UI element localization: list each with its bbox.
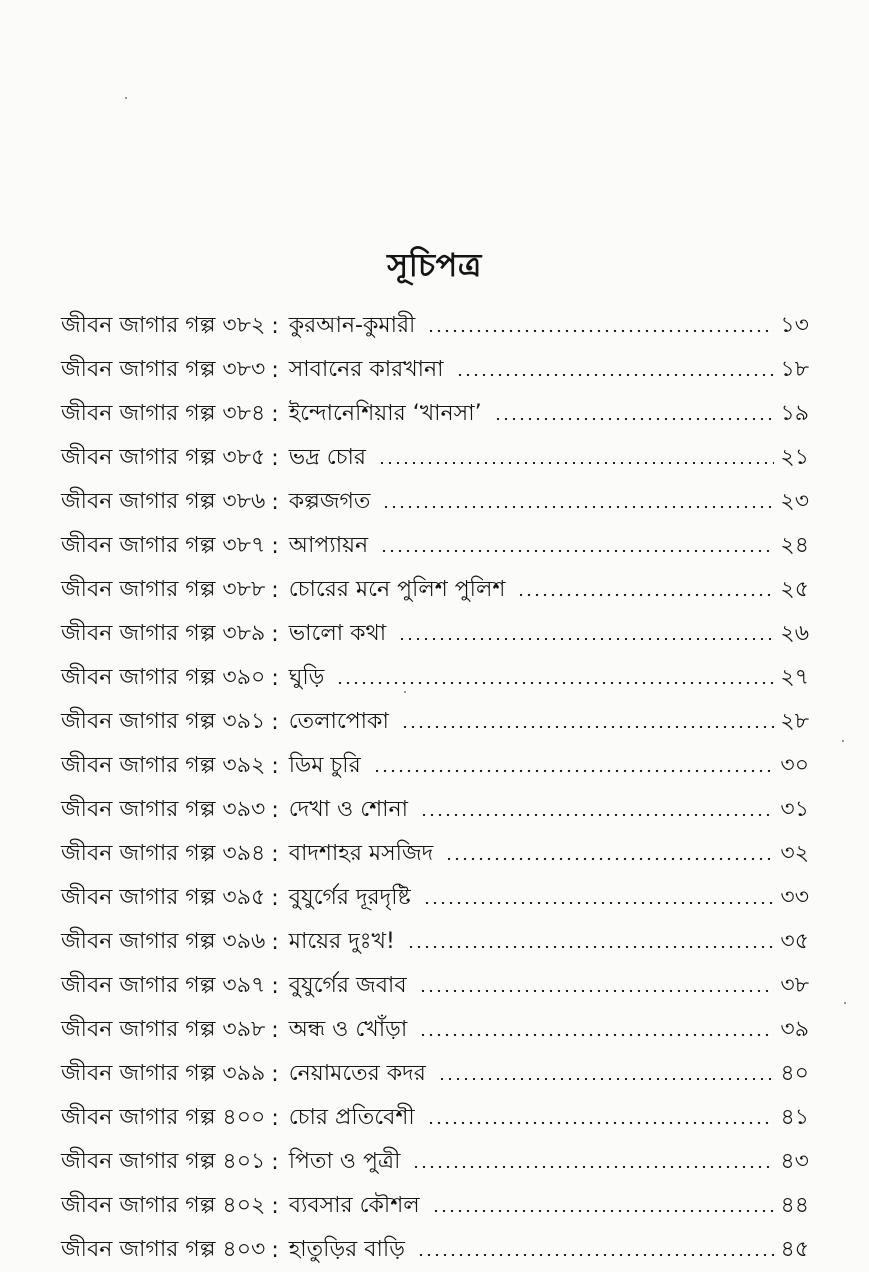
entry-separator: : — [271, 533, 279, 559]
entry-title: সাবানের কারখানা — [288, 356, 444, 382]
entry-page-number: ২৪ — [780, 532, 809, 558]
entry-page-number: ২১ — [780, 444, 809, 470]
entry-separator: : — [271, 1193, 279, 1219]
entry-page-number: ৪৪ — [780, 1192, 809, 1218]
paper-speck — [842, 740, 844, 742]
toc-entry[interactable] — [61, 568, 809, 612]
entry-title: ভদ্র চোর — [288, 444, 366, 470]
toc-entry[interactable] — [61, 392, 809, 436]
entry-prefix: জীবন জাগার গল্প ৩৮২ — [61, 312, 266, 338]
toc-entry[interactable] — [61, 700, 809, 744]
entry-title: কুরআন-কুমারী — [288, 312, 416, 338]
toc-entry[interactable] — [61, 348, 809, 392]
entry-page-number: ৩০ — [780, 752, 809, 778]
entry-page-number: ১৮ — [780, 356, 809, 382]
entry-title: আপ্যায়ন — [288, 532, 369, 558]
dot-leader — [380, 550, 774, 552]
entry-prefix: জীবন জাগার গল্প ৩৮৪ — [61, 400, 266, 426]
entry-page-number: ২৬ — [780, 620, 809, 646]
entry-prefix: জীবন জাগার গল্প ৩৮৫ — [61, 444, 266, 470]
dot-leader — [456, 374, 775, 376]
toc-entry[interactable] — [61, 612, 809, 656]
toc-entry[interactable] — [61, 480, 809, 524]
entry-title: বুযুর্গের দূরদৃষ্টি — [288, 884, 411, 910]
toc-entry[interactable] — [61, 876, 809, 920]
entry-separator: : — [271, 841, 279, 867]
toc-entry[interactable] — [61, 920, 809, 964]
entry-page-number: ১৩ — [780, 312, 809, 338]
dot-leader — [419, 990, 775, 992]
entry-title: ইন্দোনেশিয়ার ‘খানসা’ — [288, 400, 482, 426]
entry-title: মায়ের দুঃখ! — [288, 928, 395, 954]
entry-title: তেলাপোকা — [288, 708, 389, 734]
entry-title: নেয়ামতের কদর — [288, 1060, 426, 1086]
entry-separator: : — [271, 357, 279, 383]
entry-separator: : — [271, 797, 279, 823]
dot-leader — [401, 726, 775, 728]
entry-prefix: জীবন জাগার গল্প ৩৯৮ — [61, 1016, 266, 1042]
entry-prefix: জীবন জাগার গল্প ৩৯২ — [61, 752, 266, 778]
entry-prefix: জীবন জাগার গল্প ৩৮৩ — [61, 356, 266, 382]
entry-separator: : — [271, 401, 279, 427]
entry-title: পিতা ও পুত্রী — [288, 1148, 401, 1174]
dot-leader — [382, 506, 774, 508]
entry-page-number: ২৩ — [780, 488, 809, 514]
dot-leader — [423, 902, 775, 904]
toc-entry[interactable] — [61, 1008, 809, 1052]
toc-entry[interactable] — [61, 832, 809, 876]
entry-page-number: ৩২ — [780, 840, 809, 866]
dot-leader — [407, 946, 775, 948]
entry-page-number: ৪৩ — [780, 1148, 809, 1174]
entry-prefix: জীবন জাগার গল্প ৩৯৩ — [61, 796, 266, 822]
toc-entry[interactable] — [61, 656, 809, 700]
entry-page-number: ২৫ — [780, 576, 809, 602]
entry-page-number: ২৮ — [780, 708, 809, 734]
entry-page-number: ১৯ — [780, 400, 809, 426]
toc-entry[interactable] — [61, 744, 809, 788]
dot-leader — [398, 638, 774, 640]
dot-leader — [412, 1166, 774, 1168]
dot-leader — [427, 1122, 775, 1124]
entry-separator: : — [271, 709, 279, 735]
dot-leader — [419, 1034, 774, 1036]
entry-title: হাতুড়ির বাড়ি — [288, 1236, 405, 1262]
entry-page-number: ৪০ — [780, 1060, 809, 1086]
toc-entry[interactable] — [61, 436, 809, 480]
entry-separator: : — [271, 929, 279, 955]
table-of-contents — [61, 304, 809, 1272]
entry-separator: : — [271, 665, 279, 691]
entry-title: বুযুর্গের জবাব — [288, 972, 407, 998]
entry-page-number: ৪৫ — [780, 1236, 809, 1262]
toc-entry[interactable] — [61, 788, 809, 832]
entry-title: কল্পজগত — [288, 488, 371, 514]
entry-prefix: জীবন জাগার গল্প ৪০৩ — [61, 1236, 266, 1262]
entry-separator: : — [271, 1105, 279, 1131]
entry-title: বাদশাহর মসজিদ — [288, 840, 434, 866]
entry-page-number: ৩৯ — [780, 1016, 809, 1042]
toc-entry[interactable] — [61, 304, 809, 348]
entry-page-number: ২৭ — [780, 664, 809, 690]
paper-speck — [844, 1002, 846, 1004]
entry-prefix: জীবন জাগার গল্প ৩৯০ — [61, 664, 266, 690]
entry-prefix: জীবন জাগার গল্প ৪০০ — [61, 1104, 266, 1130]
entry-title: চোরের মনে পুলিশ পুলিশ — [288, 576, 506, 602]
dot-leader — [417, 1254, 775, 1256]
entry-prefix: জীবন জাগার গল্প ৩৯৯ — [61, 1060, 266, 1086]
entry-separator: : — [271, 1017, 279, 1043]
dot-leader — [438, 1078, 775, 1080]
entry-page-number: ৩৫ — [780, 928, 809, 954]
entry-title: অন্ধ ও খোঁড়া — [288, 1016, 408, 1042]
paper-speck — [125, 97, 127, 99]
entry-separator: : — [271, 621, 279, 647]
toc-entry[interactable] — [61, 964, 809, 1008]
dot-leader — [373, 770, 775, 772]
entry-separator: : — [271, 1149, 279, 1175]
entry-separator: : — [271, 1061, 279, 1087]
entry-prefix: জীবন জাগার গল্প ৩৯৭ — [61, 972, 266, 998]
toc-entry[interactable] — [61, 1140, 809, 1184]
toc-entry[interactable] — [61, 524, 809, 568]
paper-speck — [404, 691, 406, 693]
entry-title: ঘুড়ি — [288, 664, 325, 690]
entry-title: ভালো কথা — [288, 620, 387, 646]
entry-separator: : — [271, 753, 279, 779]
entry-separator: : — [271, 885, 279, 911]
dot-leader — [427, 330, 774, 332]
entry-title: ব্যবসার কৌশল — [288, 1192, 420, 1218]
entry-prefix: জীবন জাগার গল্প ৩৮৬ — [61, 488, 266, 514]
toc-entry[interactable] — [61, 1184, 809, 1228]
entry-title: ডিম চুরি — [288, 752, 361, 778]
entry-prefix: জীবন জাগার গল্প ৩৮৯ — [61, 620, 266, 646]
entry-title: দেখা ও শোনা — [288, 796, 409, 822]
entry-separator: : — [271, 1237, 279, 1263]
toc-entry[interactable] — [61, 1052, 809, 1096]
dot-leader — [336, 682, 774, 684]
entry-separator: : — [271, 445, 279, 471]
page-title: সূচিপত্র — [387, 246, 482, 284]
entry-separator: : — [271, 489, 279, 515]
entry-page-number: ৩১ — [780, 796, 809, 822]
entry-separator: : — [271, 313, 279, 339]
dot-leader — [494, 418, 775, 420]
entry-page-number: ৪১ — [780, 1104, 809, 1130]
dot-leader — [378, 462, 774, 464]
entry-page-number: ৩৮ — [780, 972, 809, 998]
entry-separator: : — [271, 577, 279, 603]
dot-leader — [517, 594, 774, 596]
toc-entry[interactable] — [61, 1096, 809, 1140]
entry-separator: : — [271, 973, 279, 999]
entry-prefix: জীবন জাগার গল্প ৩৮৮ — [61, 576, 266, 602]
dot-leader — [432, 1210, 775, 1212]
dot-leader — [420, 814, 774, 816]
entry-prefix: জীবন জাগার গল্প ৩৯৬ — [61, 928, 266, 954]
entry-prefix: জীবন জাগার গল্প ৪০২ — [61, 1192, 266, 1218]
entry-title: চোর প্রতিবেশী — [288, 1104, 415, 1130]
entry-prefix: জীবন জাগার গল্প ৩৯৫ — [61, 884, 266, 910]
entry-prefix: জীবন জাগার গল্প ৩৯১ — [61, 708, 266, 734]
toc-entry[interactable] — [61, 1228, 809, 1272]
entry-prefix: জীবন জাগার গল্প ৪০১ — [61, 1148, 266, 1174]
entry-prefix: জীবন জাগার গল্প ৩৯৪ — [61, 840, 266, 866]
entry-prefix: জীবন জাগার গল্প ৩৮৭ — [61, 532, 266, 558]
entry-page-number: ৩৩ — [780, 884, 809, 910]
dot-leader — [445, 858, 774, 860]
